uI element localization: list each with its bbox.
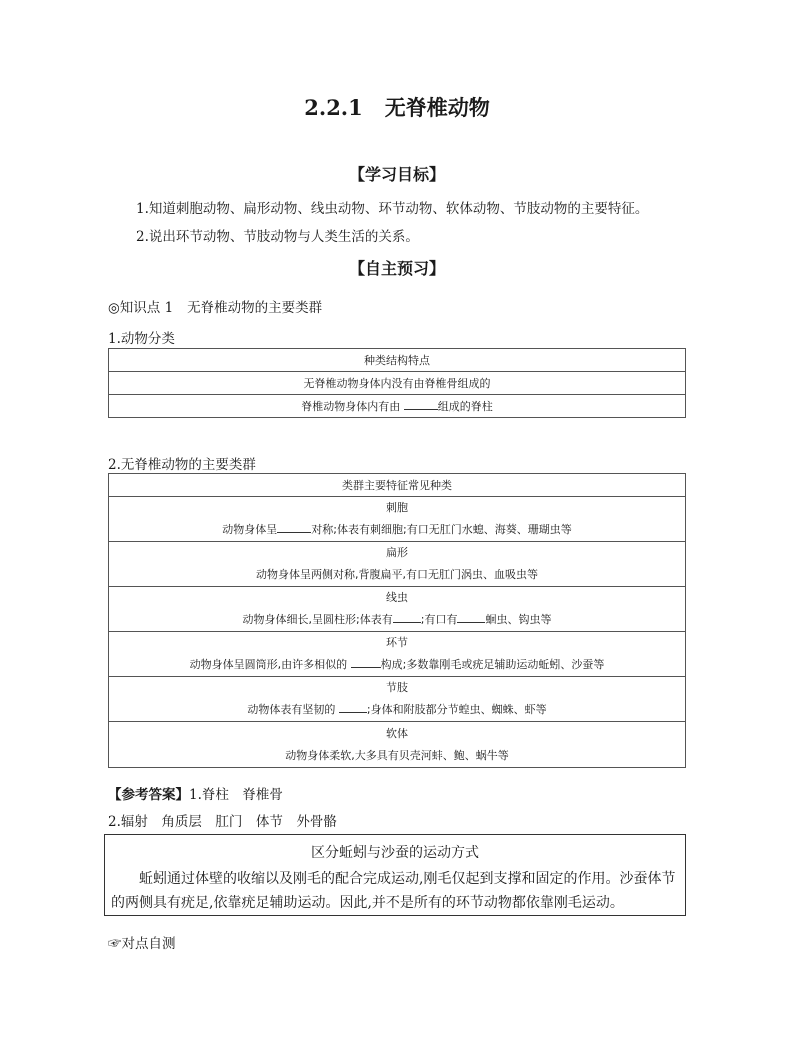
lesson-title: 无脊椎动物 — [384, 95, 490, 120]
classify-row-invertebrate: 无脊椎动物身体内没有由脊椎骨组成的 — [109, 372, 686, 395]
goal-item-2: 2.说出环节动物、节肢动物与人类生活的关系。 — [136, 229, 419, 245]
note-box — [104, 834, 686, 916]
groups-header: 类群主要特征常见种类 — [109, 474, 686, 497]
classify-label: 1.动物分类 — [108, 331, 175, 347]
table-row — [109, 497, 686, 542]
fill-blank — [351, 657, 381, 668]
section-heading-goals: 【学习目标】 — [348, 165, 445, 184]
table-row — [109, 587, 686, 632]
group-name: 节肢 — [386, 681, 408, 694]
group-name: 软体 — [386, 726, 408, 740]
knowledge-point-title: 无脊椎动物的主要类群 — [187, 300, 323, 316]
note-title: 区分蚯蚓与沙蚕的运动方式 — [311, 845, 479, 861]
classify-table — [108, 348, 686, 418]
answers-line-1: 【参考答案】1.脊柱 脊椎骨 — [108, 787, 283, 803]
knowledge-point-marker: ◎知识点 1 — [108, 300, 174, 316]
fill-blank — [339, 702, 367, 713]
group-name: 线虫 — [386, 591, 408, 604]
table-row — [109, 632, 686, 677]
fill-blank — [277, 522, 311, 533]
group-description: 动物身体呈圆筒形,由许多相似的 构成;多数靠刚毛或疣足辅助运动蚯蚓、沙蚕等 — [189, 658, 605, 671]
groups-label: 2.无脊椎动物的主要类群 — [108, 457, 256, 473]
group-description: 动物身体呈 对称;体表有刺细胞;有口无肛门水螅、海葵、珊瑚虫等 — [222, 523, 572, 536]
group-description: 动物体表有坚韧的 ;身体和附肢都分节蝗虫、蜘蛛、虾等 — [247, 703, 547, 716]
answers-line-2: 2.辐射 角质层 肛门 体节 外骨骼 — [108, 814, 337, 830]
fill-blank — [457, 612, 485, 623]
fill-blank — [393, 612, 421, 623]
group-description: 动物身体柔软,大多具有贝壳河蚌、鲍、蜗牛等 — [285, 748, 509, 762]
section-heading-preview: 【自主预习】 — [348, 259, 445, 278]
table-row — [109, 677, 686, 722]
lesson-number: 2.2.1 — [304, 95, 363, 120]
self-test-label: ☞对点自测 — [108, 936, 176, 952]
answers-tag: 【参考答案】 — [108, 787, 189, 803]
note-body: 蚯蚓通过体壁的收缩以及刚毛的配合完成运动,刚毛仅起到支撑和固定的作用。沙蚕体节的两侧具有疣足,依靠疣足辅助运动。因此,并不是所有的环节动物都依靠刚毛运动。 — [111, 871, 676, 911]
knowledge-point — [108, 296, 322, 316]
page-title — [0, 92, 794, 122]
classify-row-vertebrate: 脊椎动物身体内有由 组成的脊柱 — [109, 395, 686, 418]
group-name: 扁形 — [386, 546, 408, 559]
groups-table — [108, 473, 686, 768]
group-name: 刺胞 — [386, 501, 408, 514]
group-description: 动物身体呈两侧对称,背腹扁平,有口无肛门涡虫、血吸虫等 — [256, 568, 538, 581]
goal-item-1: 1.知道刺胞动物、扁形动物、线虫动物、环节动物、软体动物、节肢动物的主要特征。 — [136, 201, 649, 217]
classify-header: 种类结构特点 — [109, 349, 686, 372]
fill-blank — [404, 399, 438, 410]
table-row — [109, 542, 686, 587]
group-description: 动物身体细长,呈圆柱形;体表有 ;有口有 蛔虫、钩虫等 — [242, 613, 552, 626]
table-row — [109, 722, 686, 768]
group-name: 环节 — [386, 636, 408, 649]
